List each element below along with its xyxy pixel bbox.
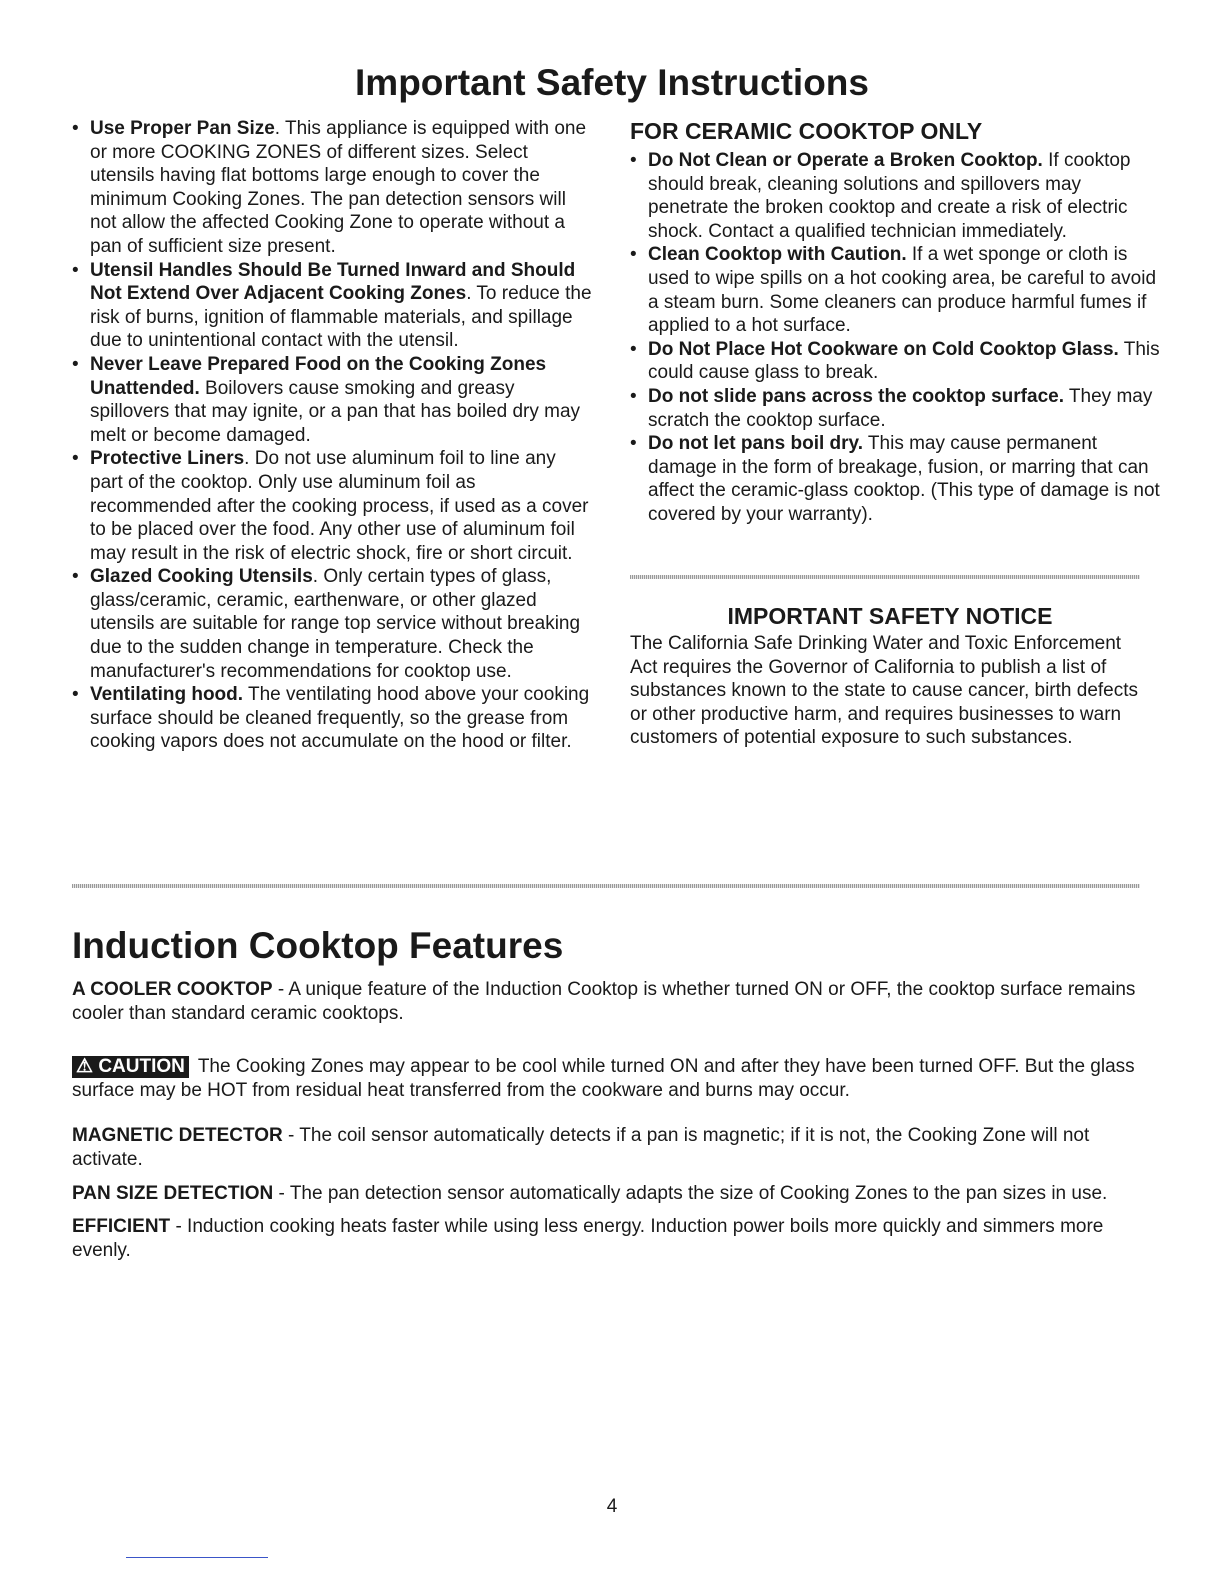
item-heading: Do not let pans boil dry. — [648, 433, 863, 455]
feature-label: PAN SIZE DETECTION — [72, 1182, 274, 1204]
item-text: The ventilating hood above your cooking surface should be cleaned frequently, so the grease from cooking vapors does not accumulate on the hood or filter. — [90, 684, 590, 753]
item-text: They may scratch the cooktop surface. — [648, 385, 1153, 431]
feature-cooler — [72, 978, 1152, 1025]
item-text: Do not use aluminum foil to line any part of the cooktop. Only use aluminum foil as recommended after the cooking process, if used as a cover to be placed over the food. Any other use of aluminum foil may result in the risk of electric shock, fire or short circuit. — [90, 448, 589, 564]
ceramic-list — [630, 149, 1160, 527]
item-text: This may cause permanent damage in the form of breakage, fusion, or marring that can affect the ceramic-glass cooktop. (This type of damage is not covered by your warranty). — [648, 433, 1160, 525]
feature-label: MAGNETIC DETECTOR — [72, 1125, 283, 1147]
safety-list — [72, 117, 592, 754]
feature-pan-size — [72, 1182, 1152, 1206]
feature-label: EFFICIENT — [72, 1216, 171, 1238]
list-item — [72, 683, 592, 754]
item-heading: Do Not Clean or Operate a Broken Cooktop. — [648, 150, 1043, 171]
item-heading: Utensil Handles Should Be Turned Inward and Should Not Extend Over Adjacent Cooking Zones — [90, 259, 576, 305]
feature-text: - The coil sensor automatically detects if a pan is magnetic; if it is not, the Cooking Zone will not activate. — [72, 1125, 1090, 1170]
section-divider — [72, 884, 1140, 888]
list-item: • Utensil Handles Should Be Turned Inward and Should Not Extend Over Adjacent Cooking Zones. To reduce the risk of burns, ignition of flammable materials, and spillage due to unintentional contact with the utensil. — [72, 259, 592, 353]
item-text: Boilovers cause smoking and greasy spillovers that may ignite, or a pan that has boiled dry may melt or become damaged. — [90, 377, 581, 446]
caution-text: The Cooking Zones may appear to be cool while turned ON and after they have been turned OFF. But the glass surface may be HOT from residual heat transferred from the cookware and burns may occur. — [72, 1056, 1135, 1101]
list-item — [630, 432, 1160, 526]
item-heading: Use Proper Pan Size — [90, 118, 275, 139]
corner-line — [126, 1557, 268, 1558]
notice-text: The California Safe Drinking Water and Toxic Enforcement Act requires the Governor of California to publish a list of substances known to the state to cause cancer, birth defects or other productive harm, and requires businesses to warn customers of potential exposure to such substances. — [630, 633, 1139, 749]
item-heading: Do Not Place Hot Cookware on Cold Cooktop Glass. — [648, 338, 1119, 360]
feature-text: - Induction cooking heats faster while using less energy. Induction power boils more quickly and simmers more evenly. — [72, 1216, 1104, 1261]
list-item — [630, 149, 1160, 243]
ceramic-heading: FOR CERAMIC COOKTOP ONLY — [630, 118, 983, 144]
warning-icon: ⚠ — [76, 1056, 94, 1078]
ceramic-cooktop-column — [630, 117, 1160, 527]
caution-note — [72, 1055, 1152, 1102]
list-item — [72, 353, 592, 447]
feature-efficient — [72, 1215, 1152, 1262]
item-heading: Glazed Cooking Utensils — [90, 566, 313, 588]
section-divider — [630, 575, 1140, 579]
list-item: • Glazed Cooking Utensils. Only certain types of glass, glass/ceramic, ceramic, earthenware, or other glazed utensils are suitable for range top service without breaking due to the sudden change in temperature. Check the manufacturer's recommendations for cooktop use. — [72, 565, 592, 683]
safety-instructions-column — [72, 117, 592, 754]
page-title: Important Safety Instructions — [355, 62, 869, 103]
feature-label: A COOLER COOKTOP — [72, 979, 273, 1000]
notice-heading: IMPORTANT SAFETY NOTICE — [727, 603, 1053, 629]
item-text: Only certain types of glass, glass/ceramic, ceramic, earthenware, or other glazed utensils are suitable for range top service without breaking due to the sudden change in temperature. Check the manufacturer's recommendations for cooktop use. — [90, 566, 581, 682]
safety-notice — [630, 602, 1150, 750]
item-text: This could cause glass to break. — [648, 338, 1160, 384]
item-text: If a wet sponge or cloth is used to wipe spills on a hot cooking area, be careful to avoid a steam burn. Some cleaners can produce harmful fumes if applied to a hot surface. — [648, 244, 1157, 337]
item-heading: Never Leave Prepared Food on the Cooking Zones Unattended. — [90, 353, 547, 399]
item-heading: Do not slide pans across the cooktop surface. — [648, 385, 1064, 407]
feature-text: - The pan detection sensor automatically adapts the size of Cooking Zones to the pan sizes in use. — [273, 1182, 1108, 1204]
caution-badge: ⚠ CAUTION — [72, 1056, 189, 1078]
list-item: • Use Proper Pan Size. This appliance is equipped with one or more COOKING ZONES of different sizes. Select utensils having flat bottoms large enough to cover the minimum Cooking Zones. The pan detection sensors will not allow the affected Cooking Zone to operate without a pan of sufficient size present. — [72, 117, 592, 259]
feature-text: - A unique feature of the Induction Cooktop is whether turned ON or OFF, the cooktop surface remains cooler than standard ceramic cooktops. — [72, 979, 1136, 1024]
item-text: To reduce the risk of burns, ignition of flammable materials, and spillage due to unintentional contact with the utensil. — [90, 283, 592, 352]
feature-magnetic — [72, 1124, 1152, 1171]
item-heading: Clean Cooktop with Caution. — [648, 244, 907, 266]
list-item — [630, 385, 1160, 432]
list-item — [630, 243, 1160, 337]
features-section — [72, 924, 1152, 1262]
item-text: If cooktop should break, cleaning solutions and spillovers may penetrate the broken cooktop and create a risk of electric shock. Contact a qualified technician immediately. — [648, 150, 1131, 242]
features-title: Induction Cooktop Features — [72, 925, 564, 966]
item-heading: Protective Liners — [90, 448, 245, 470]
list-item — [630, 338, 1160, 385]
list-item: • Protective Liners. Do not use aluminum foil to line any part of the cooktop. Only use aluminum foil as recommended after the cooking process, if used as a cover to be placed over the food. Any other use of aluminum foil may result in the risk of electric shock, fire or short circuit. — [72, 447, 592, 565]
item-heading: Ventilating hood. — [90, 684, 244, 706]
item-text: This appliance is equipped with one or more COOKING ZONES of different sizes. Select utensils having flat bottoms large enough to cover the minimum Cooking Zones. The pan detection sensors will not allow the affected Cooking Zone to operate without a pan of sufficient size present. — [90, 118, 587, 257]
page-number: 4 — [606, 1496, 618, 1517]
